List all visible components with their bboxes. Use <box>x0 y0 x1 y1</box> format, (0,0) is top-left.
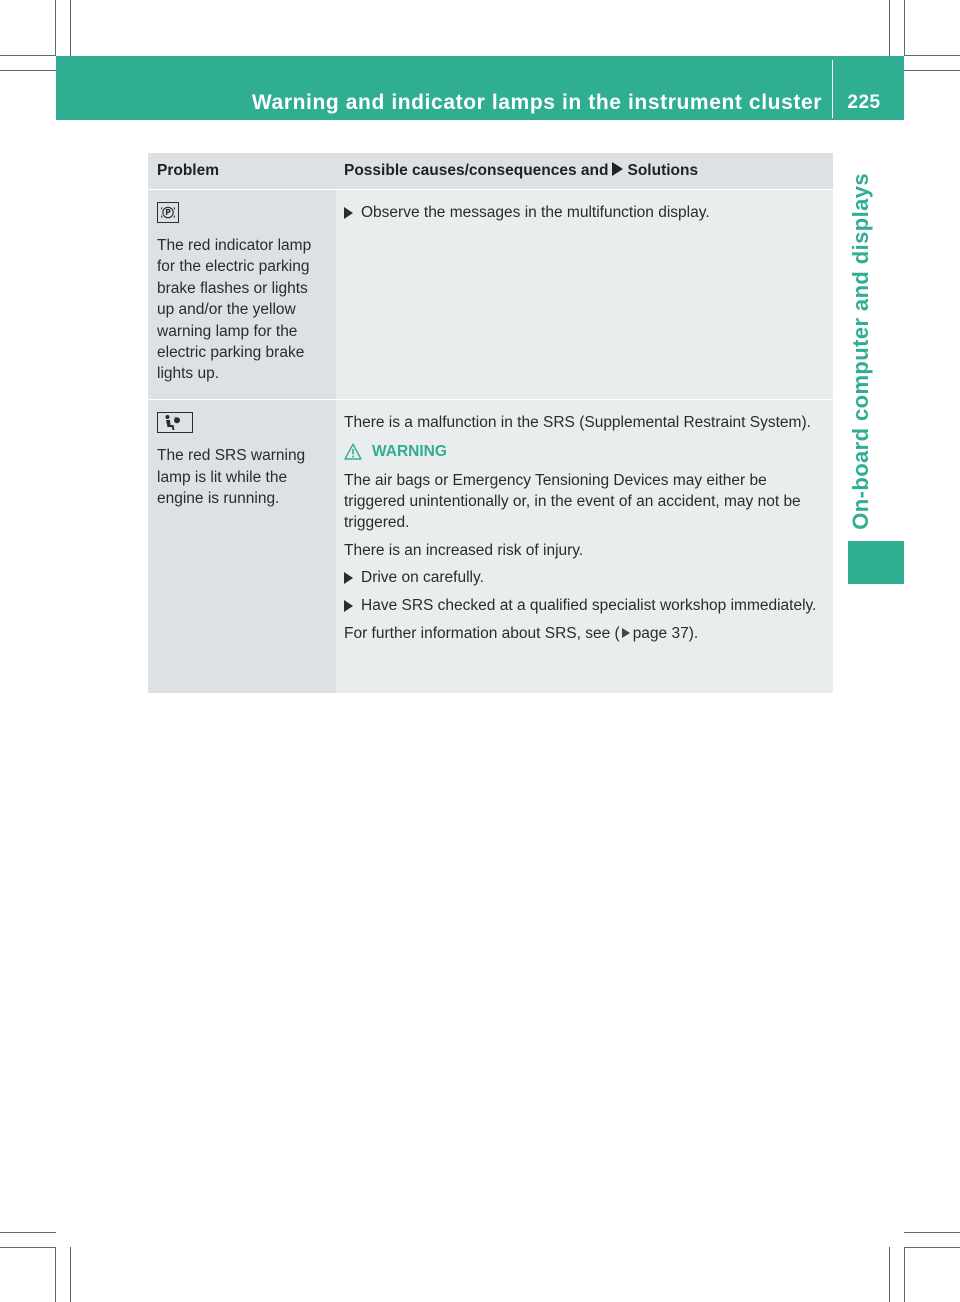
column-header-problem-label: Problem <box>157 161 220 179</box>
step-arrow-icon <box>344 600 353 612</box>
crop-mark <box>55 1247 56 1302</box>
table-row <box>148 399 833 693</box>
crop-mark <box>904 1232 960 1233</box>
problem-cell <box>148 189 336 399</box>
page-title: Warning and indicator lamps in the instrument cluster <box>251 91 822 114</box>
solution-cell <box>336 399 833 693</box>
warning-heading <box>344 441 823 462</box>
side-tab-marker <box>848 541 904 584</box>
column-header-problem <box>148 153 336 189</box>
action-step <box>344 595 823 616</box>
crop-mark <box>889 1247 890 1302</box>
crop-mark <box>904 55 960 56</box>
crop-mark <box>0 55 56 56</box>
crop-mark <box>55 0 56 56</box>
problem-text: The red indicator lamp for the electric parking brake flashes or lights up and/or the yellow warning lamp for the electric parking brake lights up. <box>157 236 312 383</box>
crop-mark <box>0 1232 56 1233</box>
risk-text: There is an increased risk of injury. <box>344 541 584 559</box>
solution-cell <box>336 189 833 399</box>
side-tab <box>841 150 881 530</box>
further-info-prefix: For further information about SRS, see ( <box>344 625 620 642</box>
step-text: Drive on carefully. <box>361 569 484 587</box>
warning-triangle-icon <box>344 443 362 460</box>
crop-mark <box>70 1247 71 1302</box>
problem-cell <box>148 399 336 693</box>
action-step <box>344 567 823 588</box>
page-number: 225 <box>847 92 881 113</box>
crop-mark <box>904 1247 960 1248</box>
header-divider <box>832 60 833 118</box>
warning-label: WARNING <box>372 443 447 461</box>
side-tab-label: On-board computer and displays <box>848 173 873 530</box>
parking-brake-icon <box>157 202 179 223</box>
page-ref-arrow-icon <box>622 628 630 638</box>
crop-mark <box>904 0 905 56</box>
action-step <box>344 202 823 223</box>
table-header-row <box>148 153 833 189</box>
arrow-right-icon <box>612 162 623 176</box>
crop-mark <box>70 0 71 56</box>
svg-text:P: P <box>165 207 171 217</box>
warning-text: The air bags or Emergency Tensioning Devices may either be triggered unintentionally or, in the event of an accident, may not be triggered. <box>344 471 801 532</box>
step-text: Observe the messages in the multifunction display. <box>361 203 710 221</box>
column-header-solutions-label: Solutions <box>627 161 699 179</box>
crop-mark <box>0 70 56 71</box>
crop-mark <box>904 1247 905 1302</box>
crop-mark <box>0 1247 56 1248</box>
column-header-causes <box>336 153 833 189</box>
crop-mark <box>904 70 960 71</box>
step-arrow-icon <box>344 572 353 584</box>
crop-mark <box>889 0 890 56</box>
page-reference-link[interactable]: page 37 <box>632 625 689 642</box>
srs-airbag-icon <box>157 412 193 433</box>
step-arrow-icon <box>344 207 353 219</box>
column-header-causes-label: Possible causes/consequences and <box>344 161 609 179</box>
table-row <box>148 189 833 399</box>
further-info-suffix: ). <box>688 625 699 642</box>
further-info-text <box>344 623 823 644</box>
warning-lamps-table <box>148 153 833 693</box>
problem-text: The red SRS warning lamp is lit while the engine is running. <box>157 447 306 507</box>
malfunction-text: There is a malfunction in the SRS (Supplemental Restraint System). <box>344 413 811 431</box>
step-text: Have SRS checked at a qualified specialist workshop immediately. <box>361 596 817 614</box>
